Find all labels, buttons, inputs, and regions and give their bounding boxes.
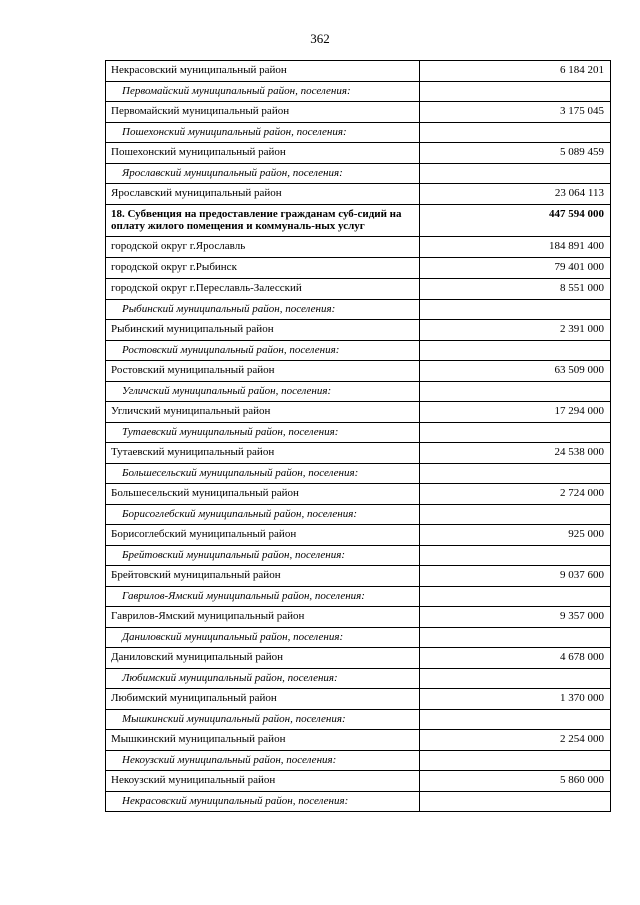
settlements-subheader-row [106, 587, 611, 607]
municipality-name: Пошехонский муниципальный район [106, 143, 420, 164]
settlements-subheader-row [106, 546, 611, 566]
municipality-name: Ростовский муниципальный район, поселения: [106, 341, 420, 361]
settlements-subheader-row [106, 628, 611, 648]
amount-cell: 1 370 000 [420, 689, 611, 710]
amount-cell: 5 089 459 [420, 143, 611, 164]
municipality-name: Даниловский муниципальный район [106, 648, 420, 669]
municipality-name: Угличский муниципальный район [106, 402, 420, 423]
municipality-name: Ярославский муниципальный район, поселения: [106, 164, 420, 184]
table-row [106, 258, 611, 279]
municipality-name: Любимский муниципальный район, поселения: [106, 669, 420, 689]
page-number: 362 [310, 31, 330, 46]
amount-cell [420, 164, 611, 184]
amount-cell [420, 628, 611, 648]
amount-cell: 9 037 600 [420, 566, 611, 587]
amount-cell [420, 505, 611, 525]
municipality-name: Некрасовский муниципальный район, поселения: [106, 792, 420, 812]
amount-cell: 3 175 045 [420, 102, 611, 123]
table-row [106, 648, 611, 669]
amount-cell: 5 860 000 [420, 771, 611, 792]
settlements-subheader-row [106, 423, 611, 443]
municipality-name: Некрасовский муниципальный район [106, 61, 420, 82]
amount-cell [420, 382, 611, 402]
municipality-name: Большесельский муниципальный район, поселения: [106, 464, 420, 484]
municipality-name: Рыбинский муниципальный район, поселения: [106, 300, 420, 320]
settlements-subheader-row [106, 382, 611, 402]
table-row [106, 730, 611, 751]
amount-cell [420, 587, 611, 607]
amount-cell [420, 751, 611, 771]
settlements-subheader-row [106, 164, 611, 184]
municipality-name: Большесельский муниципальный район [106, 484, 420, 505]
amount-cell [420, 300, 611, 320]
amount-cell: 2 391 000 [420, 320, 611, 341]
municipality-name: городской округ г.Ярославль [106, 237, 420, 258]
amount-cell [420, 423, 611, 443]
municipality-name: Борисоглебский муниципальный район, поселения: [106, 505, 420, 525]
municipality-name: Мышкинский муниципальный район [106, 730, 420, 751]
municipality-name: Брейтовский муниципальный район, поселения: [106, 546, 420, 566]
settlements-subheader-row [106, 792, 611, 812]
amount-cell [420, 464, 611, 484]
municipality-name: Первомайский муниципальный район, поселения: [106, 82, 420, 102]
municipality-name: городской округ г.Переславль-Залесский [106, 279, 420, 300]
table-row [106, 237, 611, 258]
table-row [106, 279, 611, 300]
amount-cell [420, 82, 611, 102]
subsidy-table [105, 60, 611, 812]
table-row [106, 525, 611, 546]
amount-cell [420, 123, 611, 143]
municipality-name: Мышкинский муниципальный район, поселения: [106, 710, 420, 730]
table-row [106, 61, 611, 82]
settlements-subheader-row [106, 300, 611, 320]
municipality-name: Гаврилов-Ямский муниципальный район [106, 607, 420, 628]
amount-cell [420, 669, 611, 689]
amount-cell: 24 538 000 [420, 443, 611, 464]
municipality-name: Борисоглебский муниципальный район [106, 525, 420, 546]
table-row [106, 607, 611, 628]
table-row [106, 771, 611, 792]
municipality-name: Тутаевский муниципальный район [106, 443, 420, 464]
table-row [106, 484, 611, 505]
amount-cell: 9 357 000 [420, 607, 611, 628]
municipality-name: Ярославский муниципальный район [106, 184, 420, 205]
amount-cell [420, 710, 611, 730]
amount-cell: 2 724 000 [420, 484, 611, 505]
table-row [106, 402, 611, 423]
section-title: 18. Субвенция на предоставление гражданам суб-сидий на оплату жилого помещения и коммуналь-ных услуг [106, 205, 420, 237]
municipality-name: Тутаевский муниципальный район, поселения: [106, 423, 420, 443]
table-row [106, 443, 611, 464]
settlements-subheader-row [106, 751, 611, 771]
municipality-name: городской округ г.Рыбинск [106, 258, 420, 279]
municipality-name: Первомайский муниципальный район [106, 102, 420, 123]
section-total: 447 594 000 [420, 205, 611, 237]
settlements-subheader-row [106, 123, 611, 143]
amount-cell [420, 792, 611, 812]
table-body [106, 61, 611, 812]
amount-cell: 184 891 400 [420, 237, 611, 258]
amount-cell: 63 509 000 [420, 361, 611, 382]
table-row [106, 320, 611, 341]
amount-cell [420, 546, 611, 566]
table-row [106, 689, 611, 710]
amount-cell: 8 551 000 [420, 279, 611, 300]
table-row [106, 102, 611, 123]
settlements-subheader-row [106, 710, 611, 730]
amount-cell: 79 401 000 [420, 258, 611, 279]
amount-cell: 17 294 000 [420, 402, 611, 423]
municipality-name: Некоузский муниципальный район [106, 771, 420, 792]
municipality-name: Ростовский муниципальный район [106, 361, 420, 382]
section-header-row [106, 205, 611, 237]
amount-cell: 925 000 [420, 525, 611, 546]
municipality-name: Некоузский муниципальный район, поселения: [106, 751, 420, 771]
settlements-subheader-row [106, 82, 611, 102]
settlements-subheader-row [106, 669, 611, 689]
amount-cell [420, 341, 611, 361]
amount-cell: 4 678 000 [420, 648, 611, 669]
municipality-name: Даниловский муниципальный район, поселения: [106, 628, 420, 648]
table-row [106, 184, 611, 205]
amount-cell: 2 254 000 [420, 730, 611, 751]
table-row [106, 361, 611, 382]
settlements-subheader-row [106, 341, 611, 361]
municipality-name: Угличский муниципальный район, поселения: [106, 382, 420, 402]
amount-cell: 23 064 113 [420, 184, 611, 205]
municipality-name: Брейтовский муниципальный район [106, 566, 420, 587]
municipality-name: Рыбинский муниципальный район [106, 320, 420, 341]
table-row [106, 566, 611, 587]
amount-cell: 6 184 201 [420, 61, 611, 82]
settlements-subheader-row [106, 505, 611, 525]
municipality-name: Пошехонский муниципальный район, поселения: [106, 123, 420, 143]
municipality-name: Гаврилов-Ямский муниципальный район, поселения: [106, 587, 420, 607]
table-row [106, 143, 611, 164]
municipality-name: Любимский муниципальный район [106, 689, 420, 710]
settlements-subheader-row [106, 464, 611, 484]
